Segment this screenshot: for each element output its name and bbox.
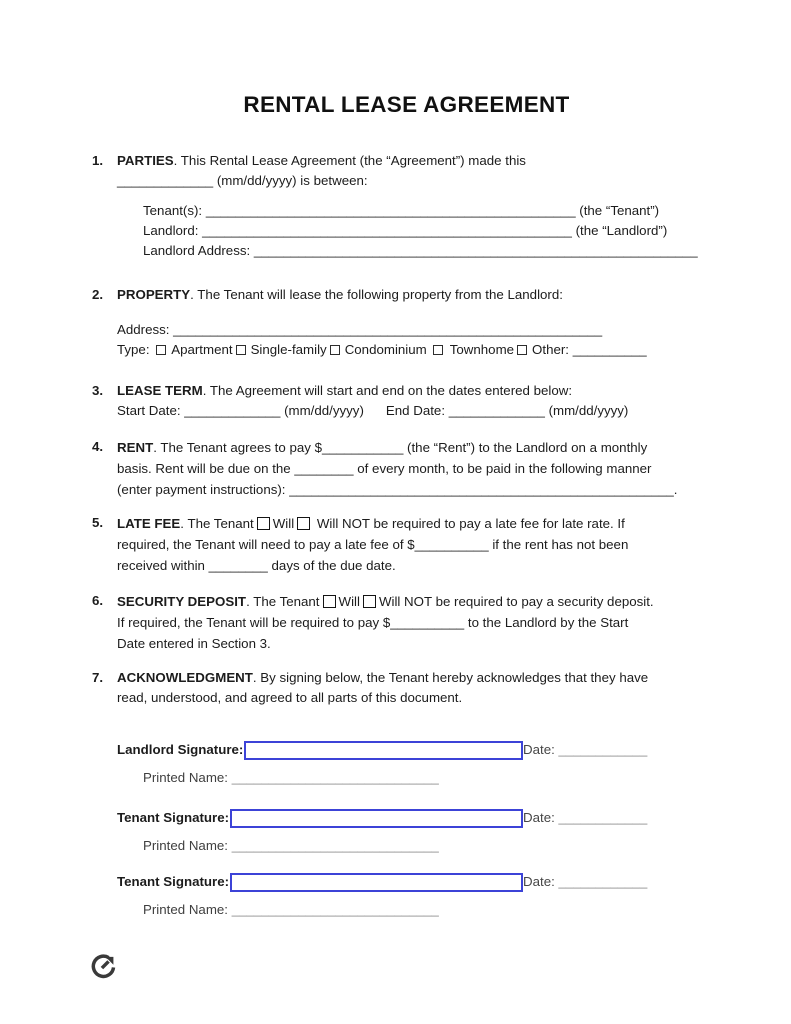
landlord-signature-row	[117, 740, 721, 760]
section-number: 2.	[92, 287, 104, 302]
latefee-line-3	[117, 555, 721, 576]
checkbox-single-family[interactable]	[236, 345, 246, 355]
latefee-text-2b: if the rent has not been	[488, 537, 629, 552]
rent-amount-blank: ___________	[322, 440, 404, 455]
property-address-blank: __________________________________________________________	[173, 322, 603, 337]
checkbox-latefee-will-not[interactable]	[297, 517, 310, 530]
printed-name-blank: ____________________________	[231, 902, 439, 917]
tenant-name-blank: __________________________________________________	[205, 203, 576, 218]
document-title: RENTAL LEASE AGREEMENT	[243, 92, 570, 117]
payment-instructions-blank: ____________________________________________________	[289, 482, 674, 497]
printed-name-label: Printed Name:	[143, 902, 232, 917]
end-date-group	[386, 403, 628, 418]
ack-text-1: . By signing below, the Tenant hereby acknowledges that they have	[252, 670, 649, 685]
latefee-text-1b: Will NOT be required to pay a late fee for late rate. If	[313, 516, 625, 531]
tenant-name-row	[143, 201, 721, 221]
leaseterm-intro-line	[117, 381, 721, 401]
checkbox-latefee-will[interactable]	[257, 517, 270, 530]
landlord-date	[523, 740, 647, 760]
ack-text-2: read, understood, and agreed to all parts of this document.	[117, 690, 463, 705]
section-parties	[92, 151, 721, 261]
tenant-signature-label-1: Tenant Signature:	[117, 810, 230, 825]
rent-line-2	[117, 458, 721, 479]
type-option-label: Condominium	[344, 342, 427, 357]
ack-line-2	[117, 688, 721, 708]
tenant-signature-row-2	[117, 872, 721, 892]
landlord-signature-left	[117, 740, 523, 760]
type-other-blank: __________	[572, 342, 647, 357]
tenant-printed-name-row-1	[143, 836, 721, 856]
section-late-fee	[92, 513, 721, 576]
landlord-name-blank: __________________________________________________	[202, 223, 572, 238]
deposit-text-1a: . The Tenant	[246, 594, 320, 609]
deposit-text-3: Date entered in Section 3.	[117, 636, 271, 651]
latefee-line-1	[117, 513, 721, 534]
latefee-will-label: Will	[272, 516, 295, 531]
section-number: 3.	[92, 383, 104, 398]
signature-area	[117, 740, 721, 920]
property-intro-line	[117, 285, 721, 305]
date-label: Date:	[523, 874, 559, 889]
tenant-signature-input-1[interactable]	[230, 809, 523, 828]
landlord-name-row	[143, 221, 721, 241]
parties-intro-text: . This Rental Lease Agreement (the “Agreement”) made this	[173, 153, 526, 168]
section-number: 4.	[92, 439, 104, 454]
section-heading: ACKNOWLEDGMENT	[117, 670, 253, 685]
date-label: Date:	[523, 742, 559, 757]
section-heading: LEASE TERM	[117, 383, 203, 398]
tenant-signature-left-1	[117, 808, 523, 828]
latefee-text-3b: days of the due date.	[267, 558, 396, 573]
end-date-blank: _____________	[448, 403, 545, 418]
checkbox-townhome[interactable]	[433, 345, 443, 355]
rent-text-3a: (enter payment instructions):	[117, 482, 290, 497]
deposit-text-2b: to the Landlord by the Start	[464, 615, 629, 630]
parties-date-blank: _____________ (mm/dd/yyyy) is between:	[117, 173, 368, 188]
rent-text-1b: (the “Rent”) to the Landlord on a monthly	[403, 440, 648, 455]
checkbox-other[interactable]	[517, 345, 527, 355]
deposit-line-1	[117, 591, 721, 612]
checkbox-deposit-will[interactable]	[323, 595, 336, 608]
date-label: Date:	[523, 810, 559, 825]
rent-text-2b: of every month, to be paid in the following manner	[353, 461, 652, 476]
latefee-text-3a: received within	[117, 558, 209, 573]
tenant-suffix: (the “Tenant”)	[575, 203, 660, 218]
latefee-line-2	[117, 534, 721, 555]
latefee-text-1a: . The Tenant	[180, 516, 254, 531]
property-address-row	[117, 320, 721, 340]
date-blank: ____________	[558, 810, 648, 825]
section-heading: PROPERTY	[117, 287, 191, 302]
rent-line-1	[117, 437, 721, 458]
parties-intro-line	[117, 151, 721, 171]
printed-name-blank: ____________________________	[231, 838, 439, 853]
checkbox-deposit-will-not[interactable]	[363, 595, 376, 608]
checkbox-condominium[interactable]	[330, 345, 340, 355]
parties-fields	[143, 201, 721, 261]
rent-text-2a: basis. Rent will be due on the	[117, 461, 295, 476]
landlord-address-label: Landlord Address:	[143, 243, 254, 258]
landlord-suffix: (the “Landlord”)	[571, 223, 668, 238]
latefee-amount-blank: __________	[414, 537, 489, 552]
type-option-label: Apartment	[171, 342, 233, 357]
deposit-text-2a: If required, the Tenant will be required to pay $	[117, 615, 391, 630]
tenant-signature-label-2: Tenant Signature:	[117, 874, 230, 889]
printed-name-label: Printed Name:	[143, 838, 232, 853]
tenant-printed-name-row-2	[143, 900, 721, 920]
date-blank: ____________	[558, 742, 648, 757]
parties-date-line	[117, 171, 721, 191]
section-number: 7.	[92, 670, 104, 685]
footer-icon-container	[90, 953, 721, 981]
section-heading: LATE FEE	[117, 516, 181, 531]
property-type-label: Type:	[117, 342, 154, 357]
tenant-signature-input-2[interactable]	[230, 873, 523, 892]
start-date-format: (mm/dd/yyyy)	[280, 403, 364, 418]
section-number: 6.	[92, 593, 104, 608]
landlord-signature-label: Landlord Signature:	[117, 742, 244, 757]
checkbox-apartment[interactable]	[156, 345, 166, 355]
section-lease-term	[92, 381, 721, 421]
rent-text-3b: .	[673, 482, 678, 497]
landlord-address-row	[143, 241, 721, 261]
printed-name-label: Printed Name:	[143, 770, 232, 785]
property-intro-text: . The Tenant will lease the following property from the Landlord:	[190, 287, 563, 302]
landlord-address-blank: ____________________________________________________________	[253, 243, 698, 258]
latefee-days-blank: ________	[208, 558, 268, 573]
section-property	[92, 285, 721, 360]
section-number: 5.	[92, 515, 104, 530]
start-date-blank: _____________	[184, 403, 281, 418]
deposit-text-1b: Will NOT be required to pay a security deposit.	[378, 594, 654, 609]
rent-text-1a: . The Tenant agrees to pay $	[153, 440, 322, 455]
deposit-amount-blank: __________	[390, 615, 465, 630]
deposit-will-label: Will	[338, 594, 360, 609]
date-blank: ____________	[558, 874, 648, 889]
start-date-label: Start Date:	[117, 403, 185, 418]
property-type-row	[117, 340, 721, 360]
tenant-date-1	[523, 808, 647, 828]
section-heading: PARTIES	[117, 153, 174, 168]
rent-line-3	[117, 479, 721, 500]
section-number: 1.	[92, 153, 104, 168]
section-rent	[92, 437, 721, 500]
printed-name-blank: ____________________________	[231, 770, 439, 785]
rent-due-day-blank: ________	[294, 461, 354, 476]
end-date-format: (mm/dd/yyyy)	[544, 403, 629, 418]
landlord-label: Landlord:	[143, 223, 203, 238]
section-security-deposit	[92, 591, 721, 654]
tenant-signature-left-2	[117, 872, 523, 892]
section-heading: RENT	[117, 440, 154, 455]
deposit-line-3	[117, 633, 721, 654]
deposit-line-2	[117, 612, 721, 633]
ack-line-1	[117, 668, 721, 688]
leaseterm-dates-row	[117, 401, 721, 421]
type-option-label: Other:	[532, 342, 573, 357]
refresh-icon[interactable]	[90, 953, 117, 980]
landlord-printed-name-row	[143, 768, 721, 788]
end-date-label: End Date:	[385, 403, 449, 418]
landlord-signature-input[interactable]	[244, 741, 523, 760]
leaseterm-intro-text: . The Agreement will start and end on the dates entered below:	[202, 383, 573, 398]
tenant-date-2	[523, 872, 647, 892]
section-heading: SECURITY DEPOSIT	[117, 594, 247, 609]
property-address-label: Address:	[117, 322, 174, 337]
section-acknowledgment	[92, 668, 721, 708]
type-option-label: Townhome	[449, 342, 515, 357]
type-option-label: Single-family	[250, 342, 327, 357]
tenant-signature-row-1	[117, 808, 721, 828]
tenant-label: Tenant(s):	[143, 203, 206, 218]
latefee-text-2a: required, the Tenant will need to pay a late fee of $	[117, 537, 415, 552]
